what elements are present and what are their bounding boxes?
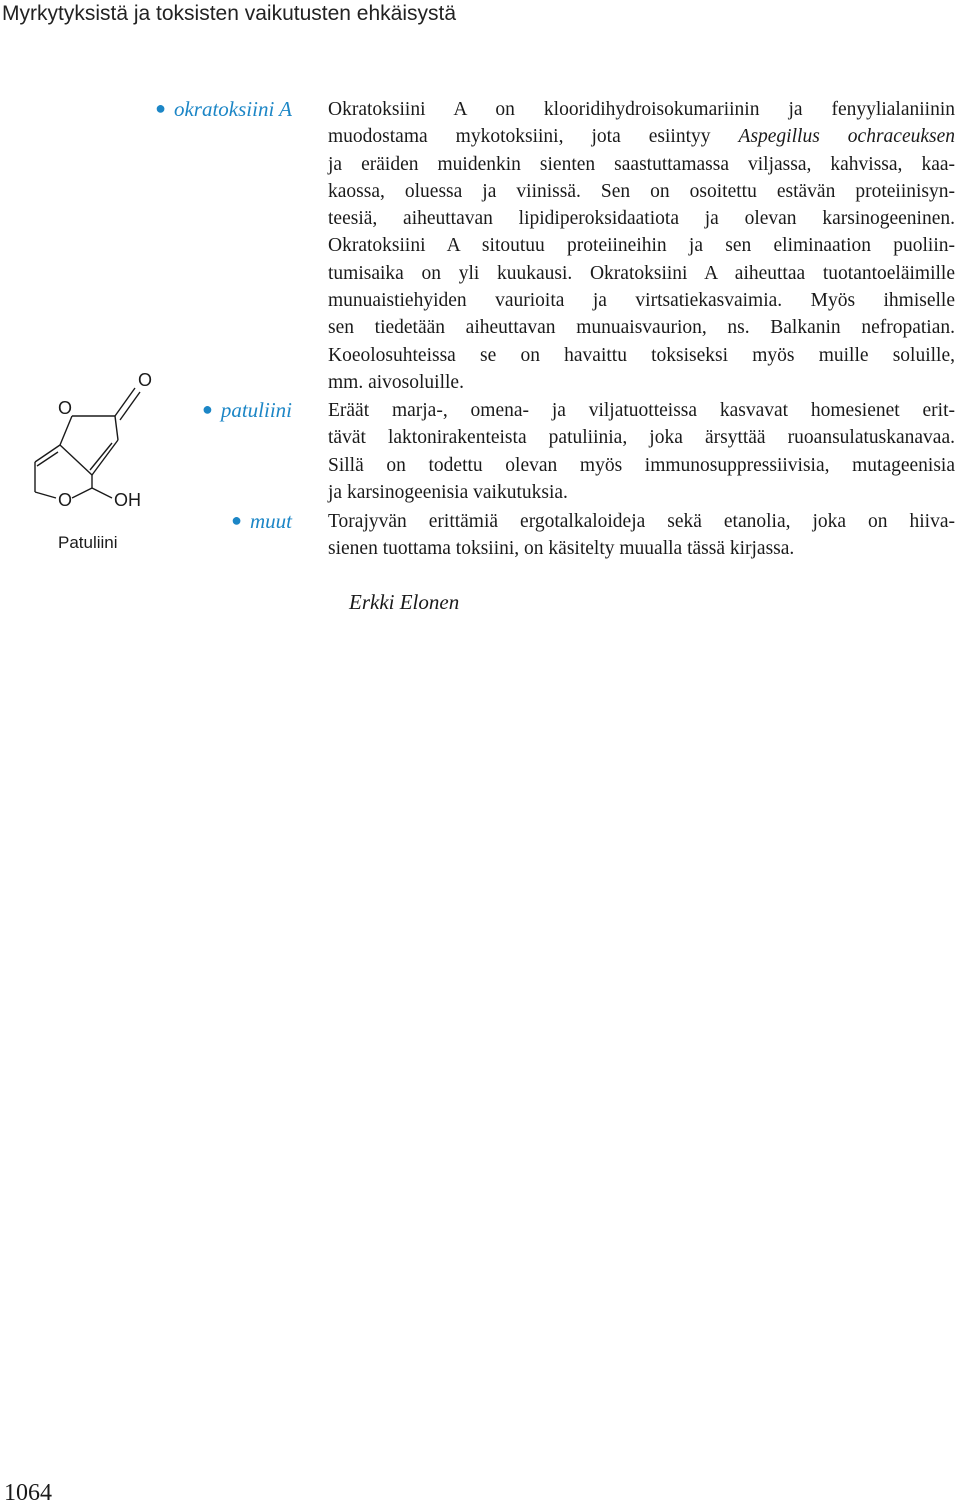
paragraph-line-italic-phrase: muodostama mykotoksiini, jota esiintyy Aspegillus ochraceuksen [328, 126, 955, 148]
paragraph-line: Eräät marja-, omena- ja viljatuotteissa kasvavat homesienet erit- [328, 400, 955, 421]
species-name: Aspegillus ochraceuksen [738, 126, 955, 148]
bullet-patuliini [202, 397, 292, 425]
paragraph-line: Koeolosuhteissa se on havaittu toksiseksi myös muille soluille, [328, 344, 955, 366]
paragraph-line: ja karsinogeenisia vaikutuksia. [328, 481, 568, 503]
paragraph-line: sienen tuottama toksiini, on käsitelty muualla tässä kirjassa. [328, 538, 795, 560]
bond [60, 445, 92, 475]
atom-label-o: O [58, 490, 73, 510]
atom-label-oh: OH [114, 490, 141, 510]
paragraph-line: teesiä, aiheuttavan lipidiperoksidaatiota ja olevan karsinogeeninen. [328, 208, 955, 230]
atom-label-o: O [138, 370, 153, 390]
paragraph-line: munuaistiehyiden vaurioita ja virtsatiekasvaimia. Myös ihmiselle [328, 290, 955, 312]
structure-bonds [35, 388, 140, 498]
paragraph-line: kaossa, oluessa ja viinissä. Sen on osoitettu estävän proteiinisyn- [328, 180, 955, 202]
bullet-dot-icon: ● [155, 98, 166, 118]
paragraph-patuliini [328, 397, 955, 506]
paragraph-line: sen tiedetään aiheuttavan munuaisvaurion, ns. Balkanin nefropatian. [328, 317, 955, 339]
bond [115, 416, 118, 440]
bond [92, 440, 118, 475]
author-signature: Erkki Elonen [349, 590, 460, 614]
running-header: Myrkytyksistä ja toksisten vaikutusten ehkäisystä [2, 2, 457, 25]
paragraph-line: mm. aivosoluille. [328, 371, 464, 393]
bond [60, 416, 72, 445]
paragraph-line: Okratoksiini A on klooridihydroisokumariinin ja fenyylialaniinin [328, 99, 955, 120]
bond [35, 492, 56, 498]
paragraph-muut [328, 508, 955, 563]
paragraph-line: ja eräiden muidenkin sienten saastuttamassa viljassa, kahvissa, kaa- [328, 153, 955, 175]
bond [72, 488, 92, 498]
bullet-okratoksiini [155, 96, 292, 124]
bullet-dot-icon: ● [201, 399, 213, 419]
paragraph-line: Torajyvän erittämiä ergotalkaloideja sekä etanolia, joka on hiiva- [328, 511, 955, 532]
paragraph-line: tävät laktonirakenteista patuliinia, joka ärsyttää ruoansulatuskanavaa. [328, 427, 955, 449]
paragraph-line: tumisaika on yli kuukausi. Okratoksiini A aiheuttaa tuotantoeläimille [328, 262, 955, 284]
page-number: 1064 [4, 1480, 52, 1506]
bullet-term: okratoksiini A [173, 97, 292, 121]
paragraph-okratoksiini [328, 96, 955, 396]
bullet-term: patuliini [220, 398, 292, 422]
bullet-muut [231, 508, 292, 536]
atom-label-o: O [58, 398, 73, 418]
bullet-term: muut [250, 509, 292, 533]
structure-caption: Patuliini [58, 533, 118, 552]
paragraph-line: Sillä on todettu olevan myös immunosuppressiivisia, mutageenisia [328, 454, 955, 476]
bullet-dot-icon: ● [231, 510, 242, 530]
patuliini-structure-diagram [20, 370, 180, 560]
paragraph-line: Okratoksiini A sitoutuu proteiineihin ja sen eliminaation puoliin- [328, 235, 955, 257]
bond [92, 488, 112, 498]
bond-double [90, 443, 112, 470]
